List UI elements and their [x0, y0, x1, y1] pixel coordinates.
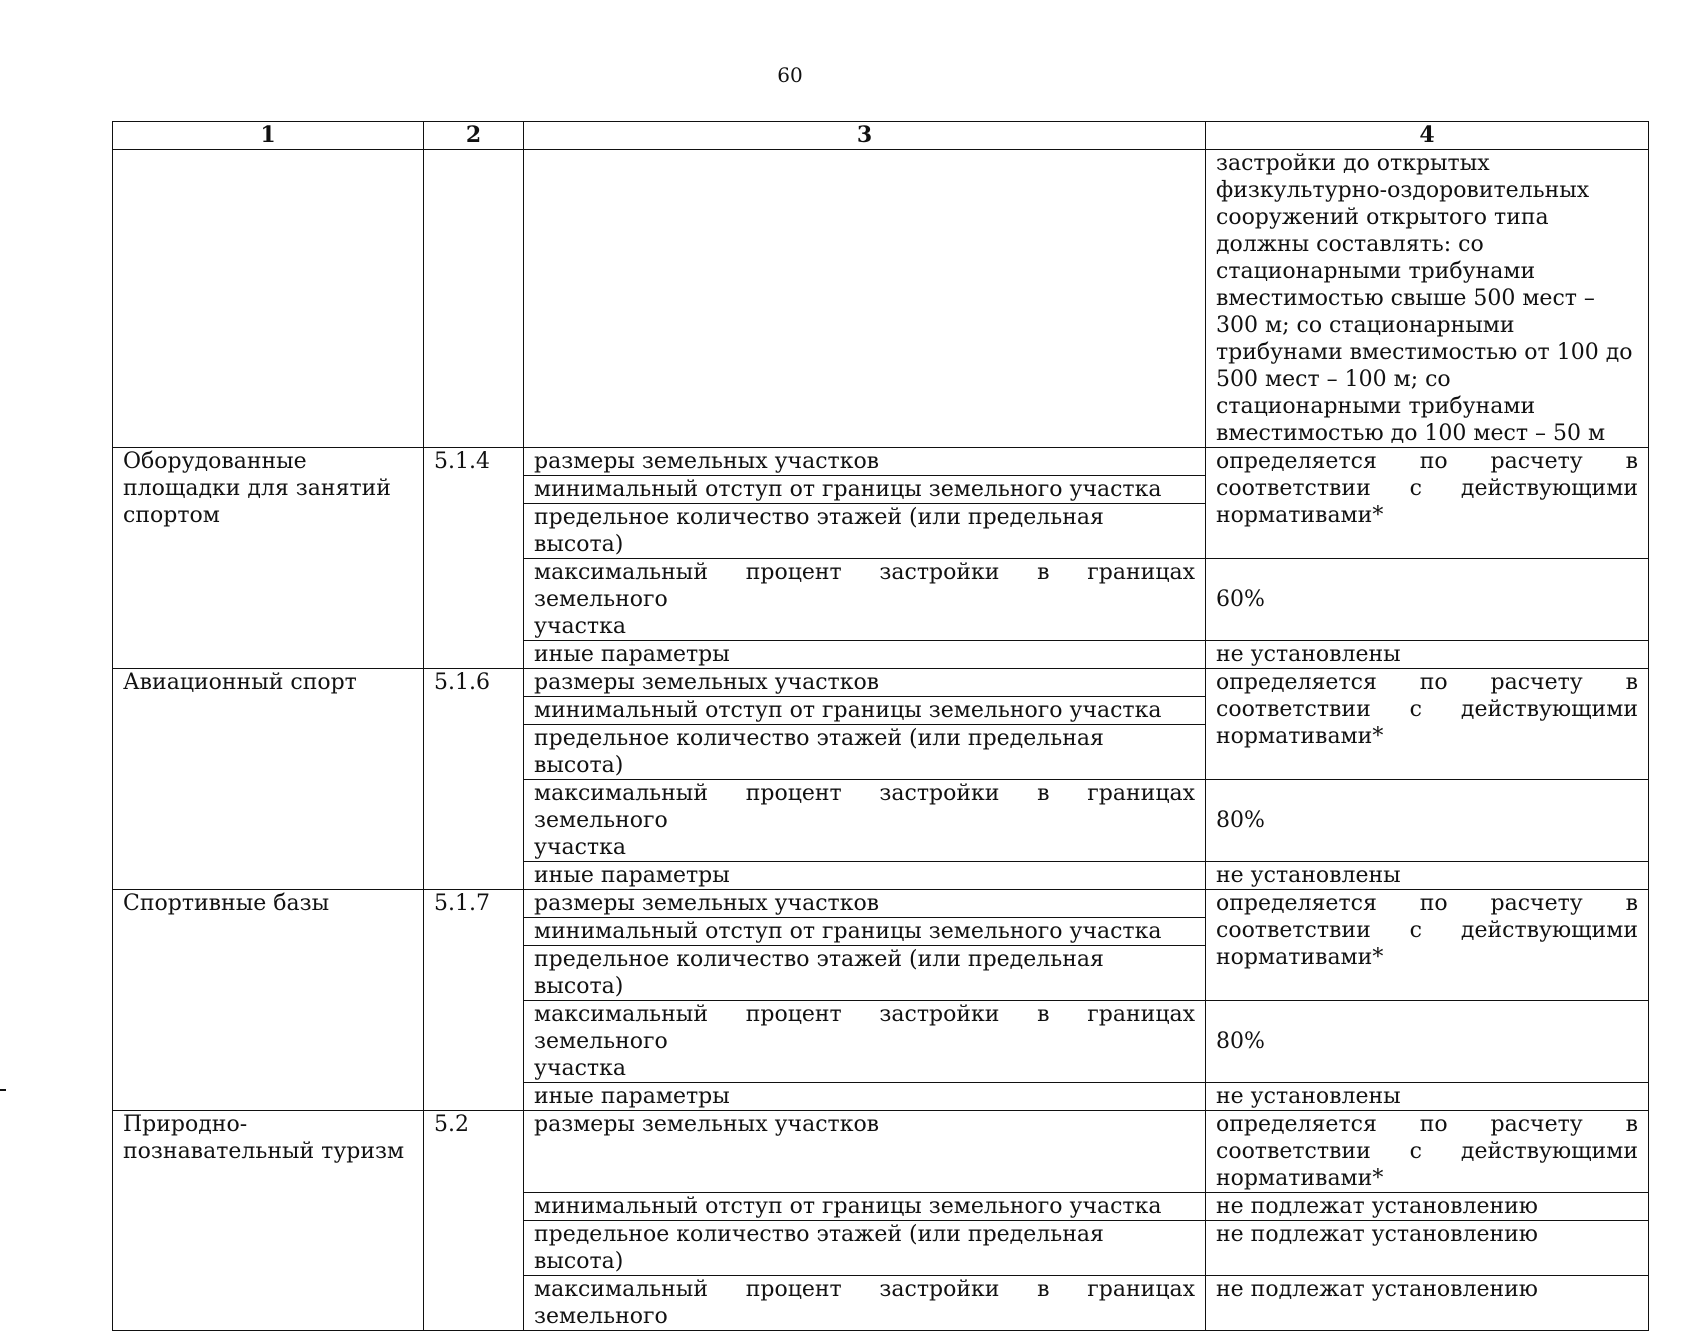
param-max-percent-cut: [524, 1276, 1206, 1331]
param-setback: минимальный отступ от границы земельного участка: [524, 918, 1206, 946]
param-setback: минимальный отступ от границы земельного участка: [524, 476, 1206, 504]
table-row: [113, 890, 1649, 918]
value-by-calculation: [1206, 1111, 1649, 1193]
param-line: участка: [534, 1056, 626, 1081]
value-max-percent: 80%: [1206, 1001, 1649, 1083]
value-line: соответствии с действующими: [1216, 1139, 1638, 1164]
use-type-code: 5.1.4: [424, 448, 524, 669]
header-col-2: 2: [424, 122, 524, 150]
param-floors: предельное количество этажей (или предельная высота): [524, 946, 1206, 1001]
param-other: иные параметры: [524, 641, 1206, 669]
table-row: [113, 448, 1649, 476]
continuation-text: застройки до открытых физкультурно-оздоровительных сооружений открытого типа должны составлять: со стационарными трибунами вместимостью свыше 500 мест – 300 м; со стационарными трибунами вместимостью от 100 до 500 мест – 100 м; со стационарными трибунами вместимостью до 100 мест – 50 м: [1206, 150, 1649, 448]
value-line: нормативами*: [1216, 1166, 1384, 1191]
value-by-calculation: [1206, 448, 1649, 559]
value-by-calculation: [1206, 669, 1649, 780]
value-line: определяется по расчету в: [1216, 449, 1638, 474]
value-max-percent: 60%: [1206, 559, 1649, 641]
use-type-name: Природно-познавательный туризм: [113, 1111, 424, 1331]
value-not-set: не установлены: [1206, 1083, 1649, 1111]
use-type-code: 5.1.7: [424, 890, 524, 1111]
header-col-4: 4: [1206, 122, 1649, 150]
param-setback: минимальный отступ от границы земельного участка: [524, 697, 1206, 725]
param-sizes: размеры земельных участков: [524, 448, 1206, 476]
param-max-percent: [524, 559, 1206, 641]
empty-cell: [113, 150, 424, 448]
value-line: соответствии с действующими: [1216, 476, 1638, 501]
value-line: определяется по расчету в: [1216, 1112, 1638, 1137]
param-sizes: размеры земельных участков: [524, 890, 1206, 918]
value-by-calculation: [1206, 890, 1649, 1001]
header-row: [113, 122, 1649, 150]
value-max-percent: 80%: [1206, 780, 1649, 862]
use-type-name: Спортивные базы: [113, 890, 424, 1111]
param-sizes: размеры земельных участков: [524, 669, 1206, 697]
value-not-subject: не подлежат установлению: [1206, 1276, 1649, 1331]
value-not-subject: не подлежат установлению: [1206, 1193, 1649, 1221]
value-not-subject: не подлежат установлению: [1206, 1221, 1649, 1276]
value-line: нормативами*: [1216, 945, 1384, 970]
param-line: максимальный процент застройки в границах земельного: [534, 560, 1195, 612]
empty-cell: [524, 150, 1206, 448]
param-max-percent: [524, 1001, 1206, 1083]
param-setback: минимальный отступ от границы земельного участка: [524, 1193, 1206, 1221]
param-other: иные параметры: [524, 862, 1206, 890]
value-line: соответствии с действующими: [1216, 697, 1638, 722]
value-not-set: не установлены: [1206, 641, 1649, 669]
use-type-code: 5.1.6: [424, 669, 524, 890]
use-type-name: Авиационный спорт: [113, 669, 424, 890]
continuation-row: [113, 150, 1649, 448]
page-number: 60: [777, 63, 803, 87]
table-row: [113, 669, 1649, 697]
value-line: нормативами*: [1216, 503, 1384, 528]
param-line: участка: [534, 614, 626, 639]
param-other: иные параметры: [524, 1083, 1206, 1111]
param-floors: предельное количество этажей (или предельная высота): [524, 725, 1206, 780]
value-line: нормативами*: [1216, 724, 1384, 749]
param-floors: предельное количество этажей (или предельная высота): [524, 1221, 1206, 1276]
param-sizes: размеры земельных участков: [524, 1111, 1206, 1193]
value-line: определяется по расчету в: [1216, 891, 1638, 916]
param-line: максимальный процент застройки в границах земельного: [534, 781, 1195, 833]
use-type-name: Оборудованные площадки для занятий спортом: [113, 448, 424, 669]
table-row: [113, 1111, 1649, 1193]
value-not-set: не установлены: [1206, 862, 1649, 890]
param-line: максимальный процент застройки в границах земельного: [534, 1002, 1195, 1054]
param-line: участка: [534, 835, 626, 860]
param-floors: предельное количество этажей (или предельная высота): [524, 504, 1206, 559]
zoning-parameters-table: [112, 121, 1649, 1331]
margin-mark: [0, 1089, 6, 1091]
value-line: соответствии с действующими: [1216, 918, 1638, 943]
use-type-code: 5.2: [424, 1111, 524, 1331]
param-line: максимальный процент застройки в границах земельного: [534, 1277, 1195, 1329]
param-max-percent: [524, 780, 1206, 862]
value-line: определяется по расчету в: [1216, 670, 1638, 695]
header-col-3: 3: [524, 122, 1206, 150]
empty-cell: [424, 150, 524, 448]
header-col-1: 1: [113, 122, 424, 150]
